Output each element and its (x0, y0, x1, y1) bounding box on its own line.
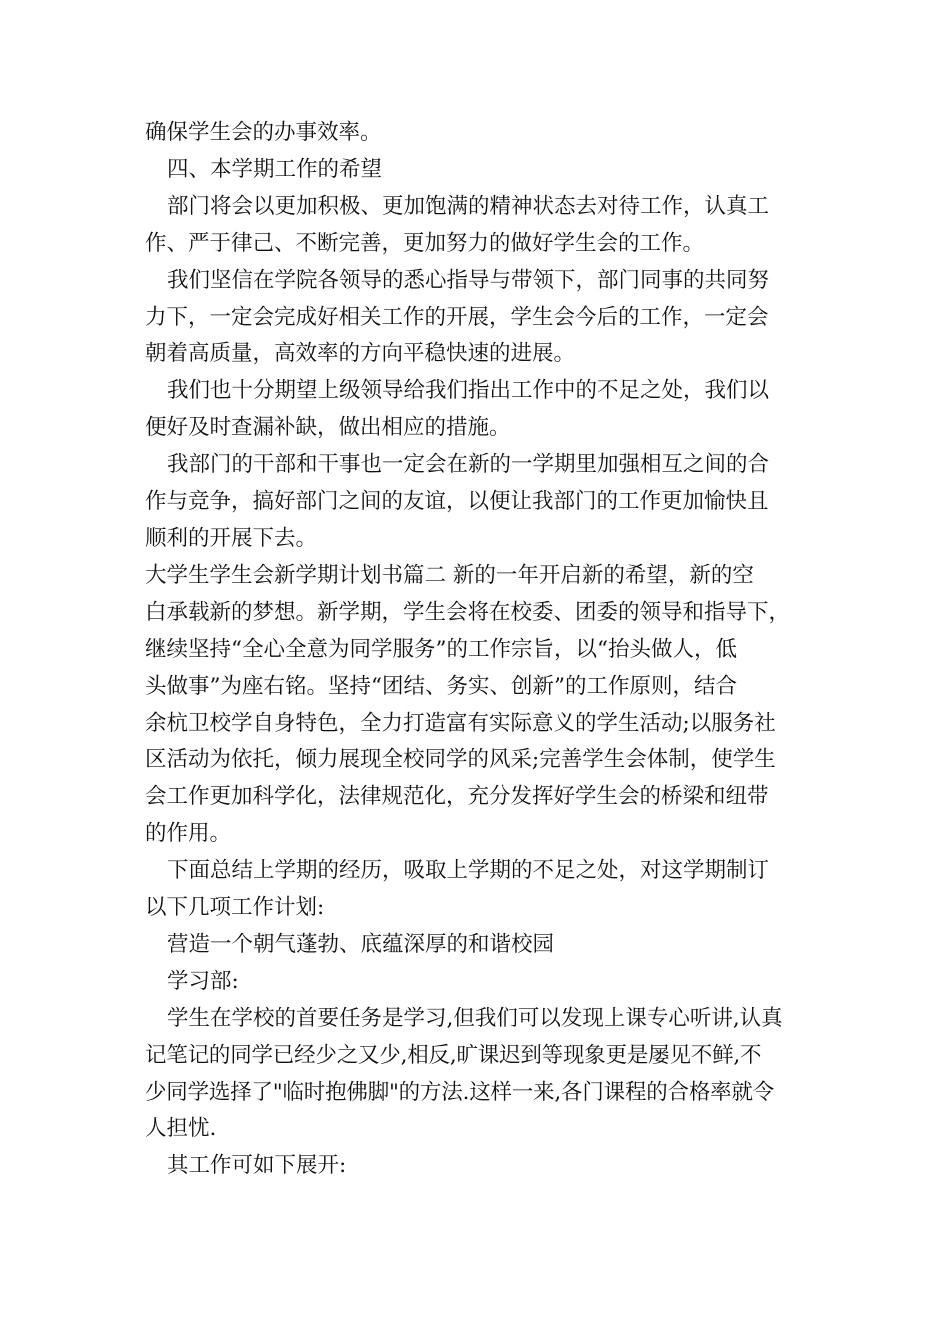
text-line: 学习部: (167, 968, 239, 994)
section-heading: 四、本学期工作的希望 (167, 156, 383, 182)
text-line: 的作用。 (145, 821, 232, 847)
text-line: 学生在学校的首要任务是学习,但我们可以发现上课专心听讲,认真 (167, 1005, 783, 1031)
text-line: 作、严于律己、不断完善，更加努力的做好学生会的工作。 (145, 230, 705, 256)
text-line: 下面总结上学期的经历，吸取上学期的不足之处，对这学期制订 (167, 858, 770, 884)
text-line: 以下几项工作计划: (145, 895, 325, 921)
text-line: 其工作可如下展开: (167, 1153, 347, 1179)
text-line: 大学生学生会新学期计划书篇二 新的一年开启新的希望，新的空 (145, 562, 754, 588)
text-line: 我部门的干部和干事也一定会在新的一学期里加强相互之间的合 (167, 452, 770, 478)
text-line: 继续坚持“全心全意为同学服务”的工作宗旨，以“抬头做人，低 (145, 636, 737, 662)
text-line: 会工作更加科学化，法律规范化，充分发挥好学生会的桥梁和纽带 (145, 784, 769, 810)
text-line: 少同学选择了"临时抱佛脚"的方法.这样一来,各门课程的合格率就令 (145, 1079, 775, 1105)
text-line: 余杭卫校学自身特色，全力打造富有实际意义的学生活动;以服务社 (145, 710, 776, 736)
text-line: 部门将会以更加积极、更加饱满的精神状态去对待工作，认真工 (167, 193, 770, 219)
text-line: 人担忧. (145, 1116, 217, 1142)
text-line: 朝着高质量，高效率的方向平稳快速的进展。 (145, 341, 576, 367)
text-line: 便好及时查漏补缺，做出相应的措施。 (145, 415, 511, 441)
text-line: 作与竞争，搞好部门之间的友谊，以便让我部门的工作更加愉快且 (145, 489, 769, 515)
text-line: 确保学生会的办事效率。 (145, 120, 382, 145)
text-line: 顺利的开展下去。 (145, 525, 318, 551)
text-line: 我们坚信在学院各领导的悉心指导与带领下，部门同事的共同努 (167, 267, 770, 293)
text-line: 白承载新的梦想。新学期，学生会将在校委、团委的领导和指导下， (145, 599, 791, 625)
text-line: 我们也十分期望上级领导给我们指出工作中的不足之处，我们以 (167, 378, 770, 404)
text-line: 力下，一定会完成好相关工作的开展，学生会今后的工作，一定会 (145, 304, 769, 330)
text-line: 区活动为依托，倾力展现全校同学的风采;完善学生会体制，使学生 (145, 747, 776, 773)
text-line: 头做事”为座右铭。坚持“团结、务实、创新”的工作原则，结合 (145, 673, 737, 699)
text-line: 记笔记的同学已经少之又少,相反,旷课迟到等现象更是屡见不鲜,不 (145, 1042, 762, 1068)
text-line: 营造一个朝气蓬勃、底蕴深厚的和谐校园 (167, 931, 555, 957)
document-body (145, 115, 810, 1185)
